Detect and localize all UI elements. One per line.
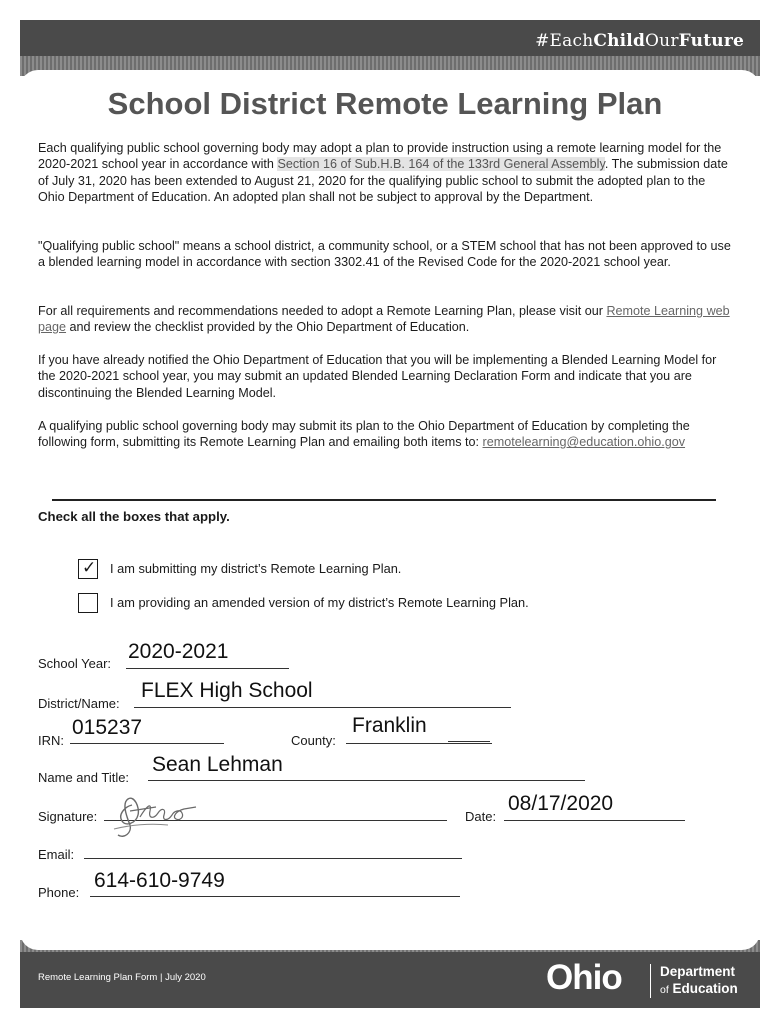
date-line [504,820,685,821]
intro-p5-text: A qualifying public school governing body may submit its plan to the Ohio Department of Education by completing the following form, submitting its Remote Learning Plan and emailing both items to: [38,419,690,450]
phone-label: Phone: [38,885,80,900]
intro-paragraph-3 [38,303,735,336]
irn-label: IRN: [38,733,64,748]
amended-plan-label: I am providing an amended version of my district’s Remote Learning Plan. [110,595,529,610]
irn-field[interactable]: 015237 [72,716,143,739]
school-year-field[interactable]: 2020-2021 [128,640,229,663]
ohio-logo: Ohio [546,958,622,997]
intro-p3-text-b: and review the checklist provided by the Ohio Department of Education. [66,320,470,335]
county-line-extra [448,741,490,742]
name-title-field[interactable]: Sean Lehman [152,753,283,776]
submit-plan-label: I am submitting my district’s Remote Learning Plan. [110,561,402,576]
submit-plan-checkbox[interactable] [78,559,98,579]
email-line [84,858,462,859]
page-bottom-edge [20,930,760,950]
irn-line [70,743,224,744]
email-label: Email: [38,847,75,862]
hashtag-our: Our [645,31,679,51]
county-label: County: [291,733,336,748]
phone-field[interactable]: 614-610-9749 [94,869,225,892]
submission-email-link[interactable]: remotelearning@education.ohio.gov [482,435,686,450]
district-name-field[interactable]: FLEX High School [141,679,313,702]
amended-plan-checkbox[interactable] [78,593,98,613]
logo-divider [650,964,651,998]
school-year-label: School Year: [38,656,112,671]
page-title: School District Remote Learning Plan [107,86,663,121]
county-field[interactable]: Franklin [352,714,427,737]
school-year-line [126,668,289,669]
checkmark-icon: ✓ [82,558,97,578]
hashtag-tagline [535,31,744,51]
hashtag-future: Future [678,31,744,51]
department-education: Education [672,981,738,996]
department-name-line1: Department [660,964,736,979]
intro-paragraph-2: "Qualifying public school" means a school district, a community school, or a STEM school that has not been approved to use a blended learning model in accordance with section 3302.41 of the Revised Code for the 2020-2021 school year. [38,239,731,270]
department-of: of [660,984,669,996]
name-title-label: Name and Title: [38,770,130,785]
intro-p1-text-b: . The submission date of July 31, 2020 has been extended to August 21, 2020 for the qualifying public school to submit the adopted plan to the Ohio Department of Education. An adopted plan shall not be subject to approval by the Department. [38,157,728,204]
district-name-label: District/Name: [38,696,120,711]
phone-line [90,896,460,897]
intro-p3-text-a: For all requirements and recommendations needed to adopt a Remote Learning Plan, please visit our [38,304,607,318]
checklist-heading: Check all the boxes that apply. [38,509,230,524]
section-divider [52,499,716,501]
form-name-date: Remote Learning Plan Form | July 2020 [38,972,206,983]
department-name-line2 [660,981,738,996]
remote-learning-web-page-link[interactable]: Remote Learning web page [38,304,730,335]
name-title-line [148,780,585,781]
signature-label: Signature: [38,809,98,824]
hashtag-child: Child [593,31,646,51]
date-label: Date: [465,809,497,824]
statute-link[interactable]: Section 16 of Sub.H.B. 164 of the 133rd General Assembly [277,157,605,172]
intro-paragraph-1 [38,140,735,205]
intro-p1-text-a: Each qualifying public school governing body may adopt a plan to provide instruction using a remote learning model for the 2020-2021 school year in accordance with [38,141,722,172]
handwritten-signature[interactable] [110,785,198,841]
county-line [346,743,492,744]
intro-paragraph-5 [38,418,735,451]
hashtag-prefix: #Each [535,31,594,51]
district-name-line [134,707,511,708]
date-field[interactable]: 08/17/2020 [508,792,614,815]
intro-paragraph-4: If you have already notified the Ohio Department of Education that you will be implementing a Blended Learning Model for the 2020-2021 school year, you may submit an updated Blended Learning Declaration Form and indicate that you are discontinuing the Blended Learning Model. [38,353,717,400]
